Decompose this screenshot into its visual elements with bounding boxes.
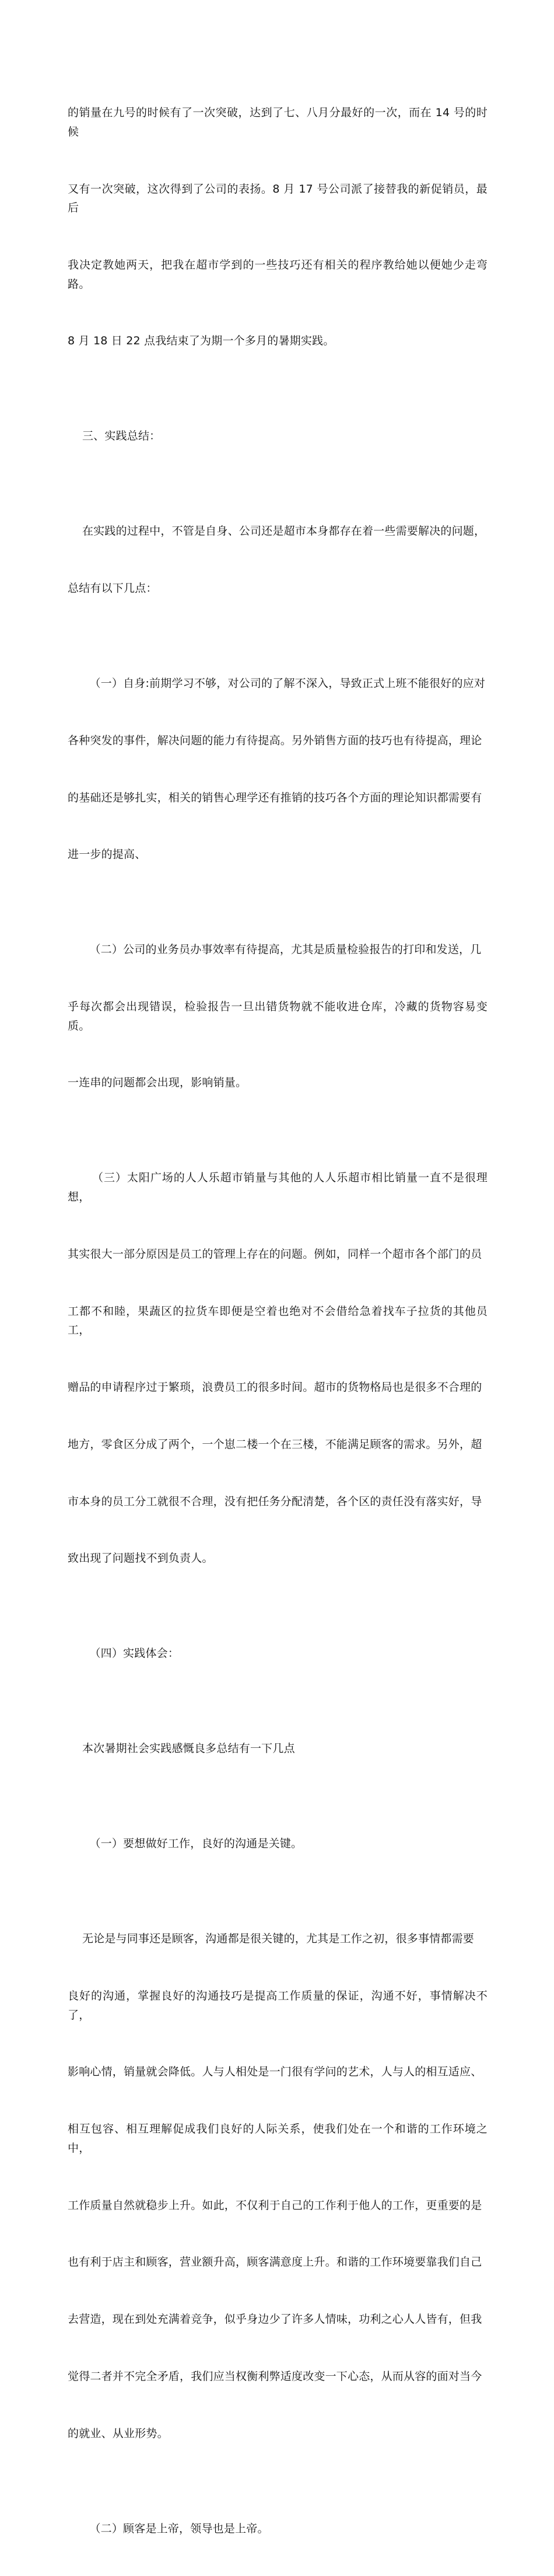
text-line: 一连串的问题都会出现，影响销量。 [68,1076,247,1090]
paragraph-point-one [68,636,488,902]
text-line: 去营造，现在到处充满着竞争，似乎身边少了许多人情味，功利之心人人皆有，但我 [68,2313,482,2326]
paragraph-point-two [68,902,488,1130]
text-line: 本次暑期社会实践感慨良多总结有一下几点 [68,1742,295,1755]
text-line: 影响心情，销量就会降低。人与人相处是一门很有学问的艺术，人与人的相互适应、 [68,2065,482,2079]
text-line: 致出现了问题找不到负责人。 [68,1552,213,1565]
text-line: 市本身的员工分工就很不合理，没有把任务分配清楚，各个区的责任没有落实好，导 [68,1495,482,1508]
text-line: 觉得二者并不完全矛盾，我们应当权衡利弊适度改变一下心态，从而从容的面对当今 [68,2369,482,2383]
text-line: 其实很大一部分原因是员工的管理上存在的问题。例如，同样一个超市各个部门的员 [68,1247,482,1261]
text-line: 的销量在九号的时候有了一次突破，达到了七、八月分最好的一次，而在 14 号的时候 [68,106,488,138]
text-line: 地方，零食区分成了两个，一个崽二楼一个在三楼，不能满足顾客的需求。另外，超 [68,1437,482,1451]
text-line: 总结有以下几点： [68,582,157,595]
text-line: 8 月 18 日 22 点我结束了为期一个多月的暑期实践。 [68,334,335,348]
section-heading-summary [68,389,488,484]
paragraph-communication [68,1891,488,2481]
document-body [68,65,488,2576]
text-line: （二）顾客是上帝，领导也是上帝。 [68,2522,269,2535]
paragraph-point-three [68,1130,488,1606]
text-line: 进一步的提高、 [68,848,146,861]
text-line: 相互包容、相互理解促成我们良好的人际关系，使我们处在一个和谐的工作环境之中， [68,2123,488,2155]
text-line: 在实践的过程中，不管是自身、公司还是超市本身都存在着一些需要解决的问题， [68,525,486,538]
subheading-customer [68,2481,488,2576]
text-line: （三）太阳广场的人人乐超市销量与其他的人人乐超市相比销量一直不是很理想， [68,1171,488,1204]
text-line: 乎每次都会出现错误，检验报告一旦出错货物就不能收进仓库，冷藏的货物容易变质。 [68,1000,488,1032]
text-line: 的就业、从业形势。 [68,2427,169,2440]
paragraph-experience-intro [68,1701,488,1796]
text-line: 三、实践总结： [68,430,161,443]
text-line: （二）公司的业务员办事效率有待提高，尤其是质量检验报告的打印和发送，几 [68,943,482,957]
section-heading-experience [68,1606,488,1701]
text-line: （四）实践体会： [68,1647,180,1660]
text-line: （一）自身:前期学习不够，对公司的了解不深入，导致正式上班不能很好的应对 [68,677,486,690]
text-line: 的基础还是够扎实，相关的销售心理学还有推销的技巧各个方面的理论知识都需要有 [68,791,482,804]
text-line: 工都不和睦，果蔬区的拉货车即便是空着也绝对不会借给急着找车子拉货的其他员工， [68,1304,488,1337]
text-line: 各种突发的事件，解决问题的能力有待提高。另外销售方面的技巧也有待提高，理论 [68,734,482,747]
text-line: 工作质量自然就稳步上升。如此，不仅利于自己的工作利于他人的工作，更重要的是 [68,2198,482,2212]
paragraph-summary-intro [68,484,488,636]
text-line: 赠品的申请程序过于繁琐，浪费员工的很多时间。超市的货物格局也是很多不合理的 [68,1380,482,1394]
text-line: 也有利于店主和顾客，营业额升高，顾客满意度上升。和谐的工作环境要靠我们自己 [68,2256,482,2269]
text-line: 无论是与同事还是顾客，沟通都是很关键的，尤其是工作之初，很多事情都需要 [68,1932,474,1946]
text-line: 良好的沟通，掌握良好的沟通技巧是提高工作质量的保证，沟通不好，事情解决不了， [68,1989,488,2022]
text-line: （一）要想做好工作，良好的沟通是关键。 [68,1837,303,1851]
paragraph-continuation [68,65,488,389]
text-line: 又有一次突破，这次得到了公司的表扬。8 月 17 号公司派了接替我的新促销员，最后 [68,182,488,215]
subheading-communication [68,1796,488,1891]
text-line: 我决定教她两天，把我在超市学到的一些技巧还有相关的程序教给她以便她少走弯路。 [68,258,488,291]
